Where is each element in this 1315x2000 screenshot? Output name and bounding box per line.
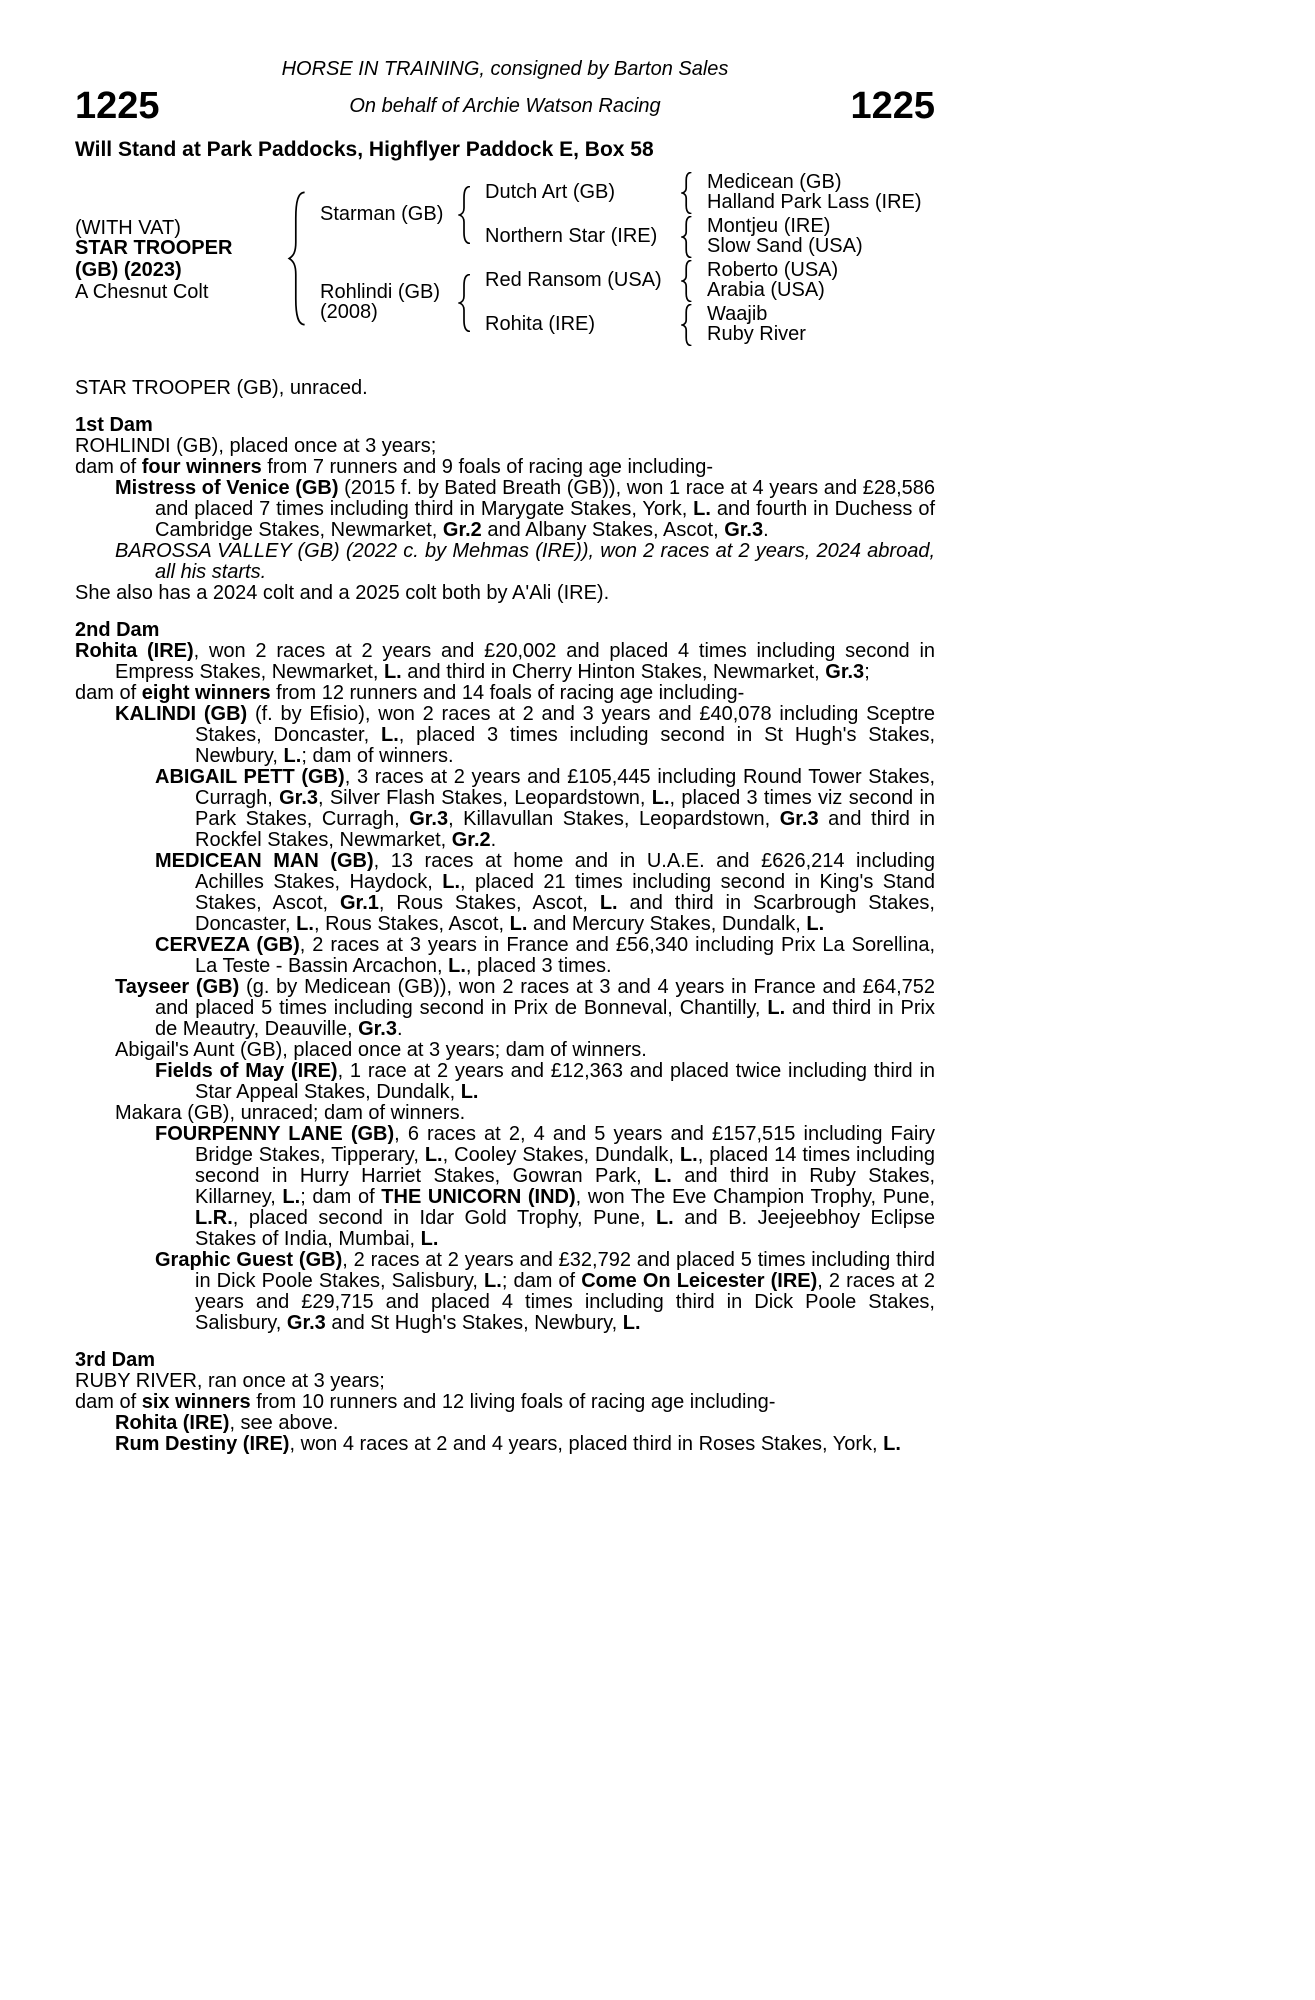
text-run: L. [420,1228,439,1250]
text-run: Gr.3 [779,808,819,830]
text-run: L. [883,1433,901,1455]
text-run: RUBY RIVER, ran once at 3 years; [75,1370,385,1392]
produce-cerveza [75,935,935,977]
produce-fields-of-may [75,1061,935,1103]
text-run: , won 4 races at 2 and 4 years, placed third in Roses Stakes, York, [289,1433,884,1455]
text-run: six winners [141,1391,251,1413]
text-run: from 10 runners and 12 living foals of racing age including- [250,1391,776,1413]
pedigree-brace-icon [287,191,309,326]
text-run: THE UNICORN (IND) [381,1186,576,1208]
text-run: L. [282,1186,301,1208]
sire-sire-dam-name: Halland Park Lass (IRE) [707,191,922,213]
text-run: eight winners [141,682,271,704]
text-run: L. [651,787,670,809]
text-run: , placed second in Idar Gold Trophy, Pune, [232,1207,656,1229]
content-column [75,58,935,1455]
text-run: Abigail's Aunt (GB), placed once at 3 years; dam of winners. [115,1039,647,1061]
text-run: , 2 races at 2 years and £32,792 and placed 5 times including third in Dick Poole Stakes, Salisbury, [195,1249,935,1292]
text-run: and fourth in Duchess of Cambridge Stakes, Newmarket, [155,498,935,541]
third-dam-record [75,1371,935,1392]
text-run: Gr.2 [451,829,491,851]
subject-record [75,378,935,399]
text-run: KALINDI (GB) [115,703,248,725]
text-run: four winners [141,456,262,478]
produce-rum-destiny [75,1434,935,1455]
pedigree-brace-icon [681,172,694,214]
text-run: , won 2 races at 2 years and £20,002 and placed 4 times including second in Empress Stakes, Newmarket, [115,640,936,683]
first-dam-record [75,436,935,457]
text-run: 3rd Dam [75,1349,156,1371]
text-run: from 12 runners and 14 foals of racing age including- [270,682,745,704]
text-run: , 1 race at 2 years and £12,363 and placed twice including third in Star Appeal Stakes, Dundalk, [195,1060,936,1103]
text-run: and third in Prix de Meautry, Deauville, [155,997,935,1040]
text-run: L. [460,1081,479,1103]
text-run: Makara (GB), unraced; dam of winners. [115,1102,466,1124]
text-run: L. [383,661,402,683]
text-run: and Albany Stakes, Ascot, [481,519,725,541]
first-dam-note [75,583,935,604]
with-vat-note: (WITH VAT) [75,217,181,239]
sire-dam-dam-name: Slow Sand (USA) [707,235,863,257]
produce-tayseer [75,977,935,1040]
text-run: . [490,829,497,851]
text-run: Gr.3 [286,1312,326,1334]
text-run: Rum Destiny (IRE) [115,1433,290,1455]
text-run: L. [655,1207,674,1229]
text-run: L. [679,1144,698,1166]
text-run: 1st Dam [75,414,153,436]
text-run: . [763,519,769,541]
text-run: (f. by Efisio), won 2 races at 2 and 3 years and £40,078 including Sceptre Stakes, Doncaster, [195,703,935,746]
lot-row [75,86,935,126]
first-dam-produce-intro [75,457,935,478]
text-run: from 7 runners and 9 foals of racing age including- [261,456,714,478]
text-run: and third in Ruby Stakes, Killarney, [195,1165,935,1208]
third-dam-produce-intro [75,1392,935,1413]
text-run: dam of [75,456,142,478]
pedigree-table [75,170,935,352]
pedigree-brace-icon [681,216,694,258]
text-run: dam of [75,1391,142,1413]
text-run: , 3 races at 2 years and £105,445 including Round Tower Stakes, Curragh, [195,766,935,809]
dam-sire-name: Red Ransom (USA) [485,269,662,291]
subject-description: A Chesnut Colt [75,281,209,303]
produce-fourpenny-lane [75,1124,935,1250]
text-run: and Mercury Stakes, Dundalk, [527,913,807,935]
second-dam-heading [75,620,935,641]
text-run: Mistress of Venice (GB) [115,477,339,499]
produce-mistress-of-venice [75,478,935,541]
pedigree-brace-icon [681,260,694,302]
produce-kalindi [75,704,935,767]
dam-dam-sire-name: Waajib [707,303,768,325]
consignor-line: HORSE IN TRAINING, consigned by Barton Sales [281,58,729,80]
text-run: , 13 races at home and in U.A.E. and £626,214 including Achilles Stakes, Haydock, [195,850,935,893]
body-text [75,378,935,1455]
text-run: Fields of May (IRE) [155,1060,338,1082]
lot-number-right: 1225 [850,85,935,127]
text-run: Gr.3 [279,787,319,809]
pedigree-brace-icon [458,274,473,332]
pedigree-brace-icon [681,304,694,346]
text-run: ; [864,661,870,683]
text-run: . [396,1018,403,1040]
produce-rohita [75,1413,935,1434]
dam-sire-sire-name: Roberto (USA) [707,259,839,281]
second-dam-record [75,641,935,683]
text-run: L. [381,724,399,746]
sire-dam-name: Northern Star (IRE) [485,225,658,247]
second-dam-produce-intro [75,683,935,704]
subject-name: STAR TROOPER [75,237,233,259]
text-run: L. [806,913,825,935]
text-run: , 2 races at 3 years in France and £56,340 including Prix La Sorellina, La Teste - Bassin Arcachon, [195,934,935,977]
text-run: L. [622,1312,641,1334]
text-run: Tayseer (GB) [115,976,240,998]
text-run: L.R. [195,1207,233,1229]
text-run: She also has a 2024 colt and a 2025 colt both by A'Ali (IRE). [75,582,610,604]
text-run: and third in Scarbrough Stakes, Doncaster, [195,892,935,935]
dam-dam-name: Rohita (IRE) [485,313,596,335]
dam-dam-dam-name: Ruby River [707,323,806,345]
dam-year: (2008) [320,301,378,323]
text-run: L. [599,892,618,914]
text-run: FOURPENNY LANE (GB) [155,1123,395,1145]
text-run: Graphic Guest (GB) [155,1249,343,1271]
text-run: , see above. [229,1412,339,1434]
produce-makara [75,1103,935,1124]
text-run: L. [693,498,711,520]
on-behalf-line: On behalf of Archie Watson Racing [349,94,661,117]
produce-medicean-man [75,851,935,935]
text-run: BAROSSA VALLEY (GB) (2022 c. by Mehmas (IRE)), won 2 races at 2 years, 2024 abroad, all his starts. [115,540,935,583]
text-run: Gr.3 [358,1018,397,1040]
text-run: Gr.3 [409,808,449,830]
text-run: L. [283,745,302,767]
text-run: L. [448,955,466,977]
text-run: ROHLINDI (GB), placed once at 3 years; [75,435,437,457]
third-dam-heading [75,1350,935,1371]
text-run: , placed 21 times including second in King's Stand Stakes, Ascot, [195,871,936,914]
text-run: Gr.3 [724,519,764,541]
text-run: and B. Jeejeebhoy Eclipse Stakes of India, Mumbai, [195,1207,935,1250]
text-run: ; dam of [501,1270,582,1292]
text-run: L. [654,1165,672,1187]
sire-sire-name: Dutch Art (GB) [485,181,616,203]
text-run: Come On Leicester (IRE) [581,1270,818,1292]
text-run: , placed 3 times including second in St Hugh's Stakes, Newbury, [195,724,936,767]
text-run: L. [767,997,786,1019]
text-run: Gr.2 [442,519,482,541]
dam-name: Rohlindi (GB) [320,281,441,303]
text-run: , Cooley Stakes, Dundalk, [442,1144,680,1166]
text-run: and St Hugh's Stakes, Newbury, [325,1312,623,1334]
text-run: CERVEZA (GB) [155,934,300,956]
pedigree-brace-icon [458,186,473,244]
sire-dam-sire-name: Montjeu (IRE) [707,215,831,237]
text-run: MEDICEAN MAN (GB) [155,850,374,872]
text-run: and third in Rockfel Stakes, Newmarket, [195,808,935,851]
text-run: and third in Cherry Hinton Stakes, Newmarket, [401,661,826,683]
text-run: Rohita (IRE) [75,640,194,662]
text-run: Gr.3 [825,661,865,683]
text-run: , Killavullan Stakes, Leopardstown, [448,808,780,830]
text-run: L. [296,913,314,935]
produce-barossa-valley [75,541,935,583]
text-run: , Rous Stakes, Ascot, [378,892,600,914]
text-run: Rohita (IRE) [115,1412,230,1434]
sire-sire-sire-name: Medicean (GB) [707,171,842,193]
text-run: , 6 races at 2, 4 and 5 years and £157,515 including Fairy Bridge Stakes, Tipperary, [195,1123,935,1166]
text-run: , Silver Flash Stakes, Leopardstown, [318,787,652,809]
text-run: , Rous Stakes, Ascot, [313,913,510,935]
subject-origin-year: (GB) (2023) [75,259,182,281]
text-run: , placed 3 times. [465,955,612,977]
text-run: (g. by Medicean (GB)), won 2 races at 3 and 4 years in France and £64,752 and placed 5 times including second in Prix de Bonneval, Chantilly, [155,976,935,1019]
sire-name: Starman (GB) [320,203,444,225]
text-run: L. [509,913,528,935]
text-run: dam of [75,682,142,704]
text-run: 2nd Dam [75,619,160,641]
text-run: , won The Eve Champion Trophy, Pune, [575,1186,935,1208]
produce-abigail-pett [75,767,935,851]
text-run: L. [442,871,461,893]
text-run: , 2 races at 2 years and £29,715 and placed 4 times including third in Dick Poole Stakes, Salisbury, [195,1270,935,1334]
text-run: (2015 f. by Bated Breath (GB)), won 1 race at 4 years and £28,586 and placed 7 times including third in Marygate Stakes, York, [155,477,935,520]
text-run: ; dam of [300,1186,382,1208]
text-run: , placed 14 times including second in Hurry Harriet Stakes, Gowran Park, [195,1144,936,1187]
text-run: ABIGAIL PETT (GB) [155,766,345,788]
text-run: ; dam of winners. [301,745,454,767]
produce-graphic-guest [75,1250,935,1334]
lot-number-left: 1225 [75,85,160,127]
text-run: L. [424,1144,443,1166]
text-run: L. [484,1270,502,1292]
dam-sire-dam-name: Arabia (USA) [707,279,825,301]
stand-location-line: Will Stand at Park Paddocks, Highflyer Paddock E, Box 58 [75,138,654,161]
text-run: Gr.1 [339,892,379,914]
produce-abigails-aunt [75,1040,935,1061]
first-dam-heading [75,415,935,436]
text-run: STAR TROOPER (GB), unraced. [75,377,368,399]
text-run: , placed 3 times viz second in Park Stakes, Curragh, [195,787,936,830]
